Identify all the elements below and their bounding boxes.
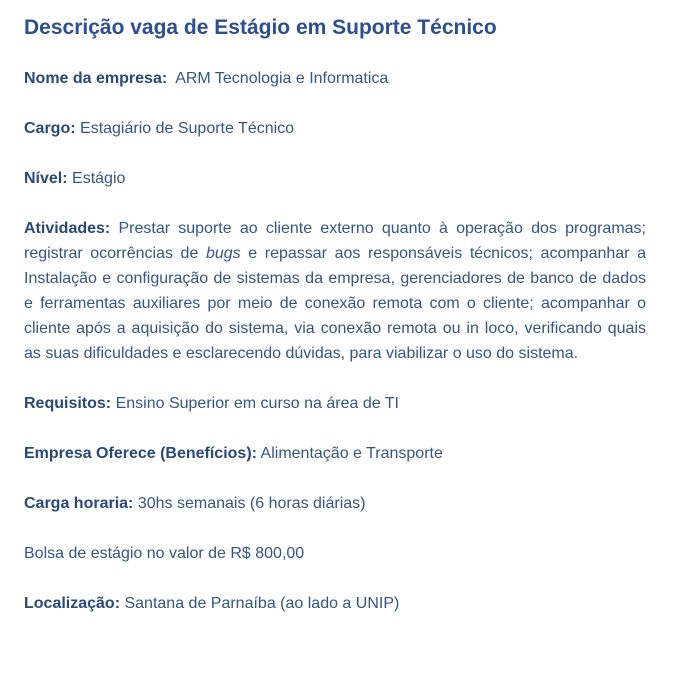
benefits-label: Empresa Oferece (Benefícios): (24, 445, 257, 462)
hours-value: 30hs semanais (6 horas diárias) (137, 495, 366, 512)
activities-label: Atividades: (24, 220, 111, 237)
location-value: Santana de Parnaíba (ao lado a UNIP) (124, 595, 400, 612)
activities-value (24, 220, 646, 362)
page-title: Descrição vaga de Estágio em Suporte Técnico (24, 16, 497, 39)
requirements-field (24, 391, 646, 416)
company-field (24, 66, 646, 91)
level-field (24, 166, 646, 191)
company-label: Nome da empresa: (24, 70, 168, 87)
company-value: ARM Tecnologia e Informatica (175, 70, 389, 87)
requirements-value: Ensino Superior em curso na área de TI (115, 395, 399, 412)
benefits-value: Alimentação e Transporte (260, 445, 443, 462)
benefits-field (24, 441, 646, 466)
role-value: Estagiário de Suporte Técnico (80, 120, 295, 137)
stipend-field (24, 541, 646, 566)
activities-text-end: e repassar aos responsáveis técnicos; acompanhar a Instalação e configuração de sistemas da empresa, gerenciadores de banco de dados e ferramentas auxiliares por meio de conexão remota com o cliente; acompanhar o cliente após a aquisição do sistema, via conexão remota ou in loco, verificando quais as suas dificuldades e esclarecendo dúvidas, para viabilizar o uso do sistema. (24, 245, 646, 362)
stipend-value: Bolsa de estágio no valor de R$ 800,00 (24, 545, 305, 562)
job-description (24, 14, 646, 641)
role-field (24, 116, 646, 141)
activities-field (24, 216, 646, 366)
hours-label: Carga horaria: (24, 495, 134, 512)
activities-text-start: Prestar suporte ao cliente externo quanto à operação dos programas; registrar ocorrências de (24, 220, 646, 262)
level-value: Estágio (72, 170, 126, 187)
location-label: Localização: (24, 595, 121, 612)
activities-text-italic: bugs (205, 245, 241, 262)
role-label: Cargo: (24, 120, 76, 137)
location-field (24, 591, 646, 616)
level-label: Nível: (24, 170, 68, 187)
hours-field (24, 491, 646, 516)
requirements-label: Requisitos: (24, 395, 112, 412)
